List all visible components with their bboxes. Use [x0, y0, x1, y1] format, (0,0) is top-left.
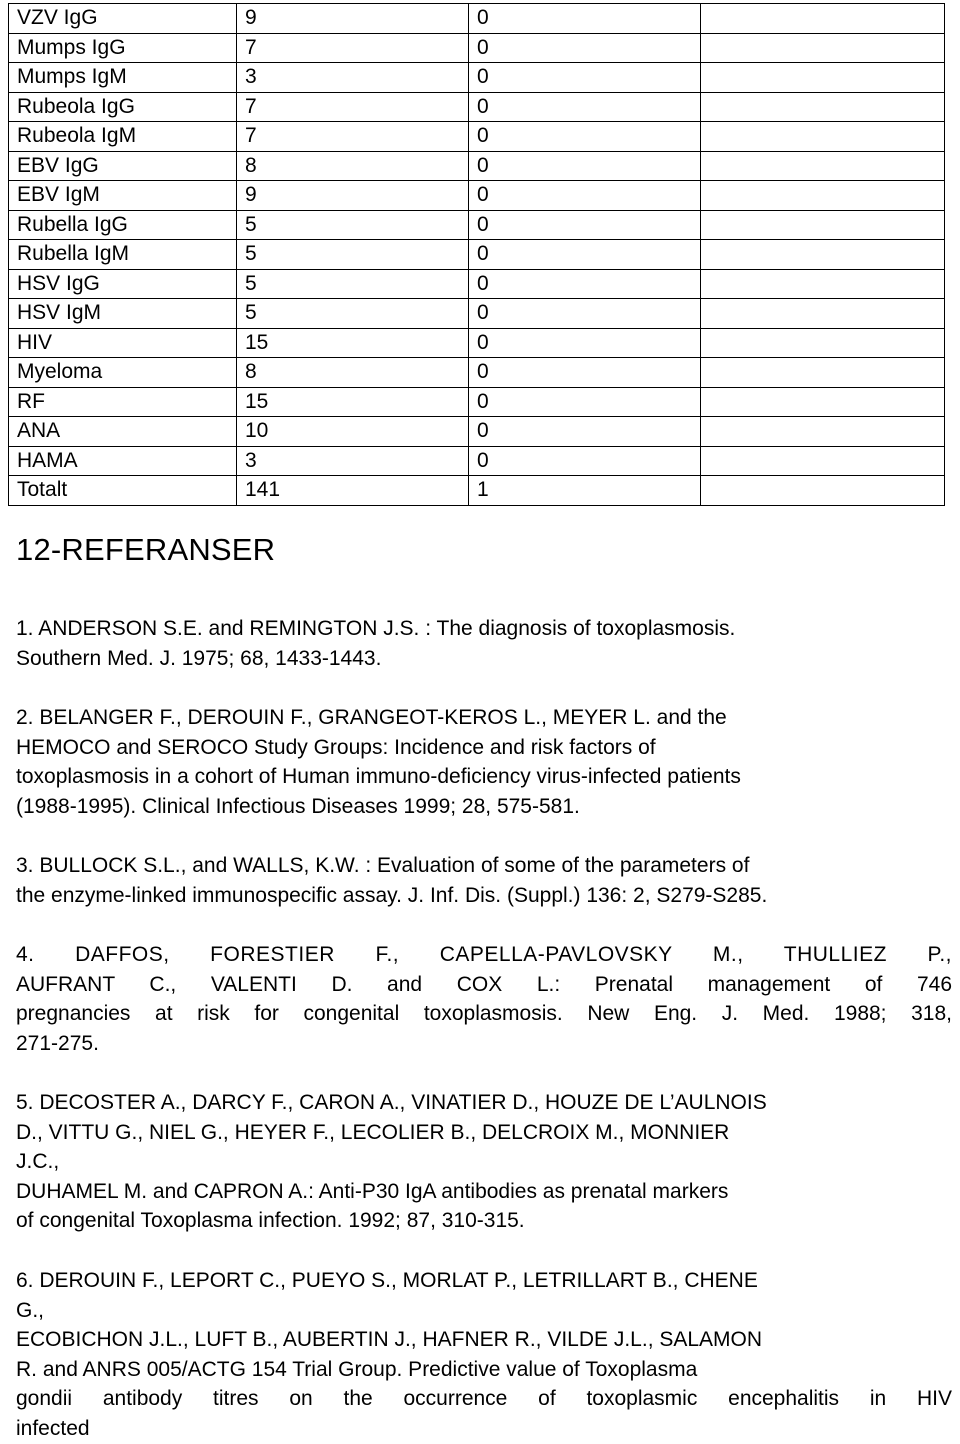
table-cell-positive: 0	[469, 240, 701, 270]
table-cell-positive: 0	[469, 63, 701, 93]
table-cell-count: 5	[237, 269, 469, 299]
reference-2-line-2: HEMOCO and SEROCO Study Groups: Incidence and risk factors of	[16, 735, 656, 759]
table-cell-positive: 0	[469, 417, 701, 447]
references-heading: 12-REFERANSER	[16, 532, 276, 567]
reference-4	[16, 940, 952, 1058]
table-cell-test: EBV IgM	[9, 181, 237, 211]
table-cell-empty	[701, 63, 945, 93]
table-cell-test: Rubeola IgM	[9, 122, 237, 152]
table-cell-test: HSV IgG	[9, 269, 237, 299]
table-row	[9, 417, 945, 447]
table-cell-empty	[701, 92, 945, 122]
table-row	[9, 92, 945, 122]
table-cell-test: EBV IgG	[9, 151, 237, 181]
reference-5-line-1: 5. DECOSTER A., DARCY F., CARON A., VINATIER D., HOUZE DE L’AULNOIS	[16, 1091, 767, 1114]
table-cell-count: 3	[237, 63, 469, 93]
table-cell-positive: 1	[469, 476, 701, 506]
table-row	[9, 387, 945, 417]
results-table-body	[9, 4, 945, 506]
table-cell-positive: 0	[469, 181, 701, 211]
reference-2-line-1: 2. BELANGER F., DEROUIN F., GRANGEOT-KEROS L., MEYER L. and the	[16, 706, 727, 729]
reference-4-line-4: 271-275.	[16, 1031, 99, 1055]
table-cell-positive: 0	[469, 387, 701, 417]
table-cell-empty	[701, 181, 945, 211]
reference-1-line-1: 1. ANDERSON S.E. and REMINGTON J.S. : The diagnosis of toxoplasmosis.	[16, 617, 736, 640]
table-cell-count: 9	[237, 4, 469, 34]
table-cell-test: VZV IgG	[9, 4, 237, 34]
table-row	[9, 63, 945, 93]
table-cell-count: 7	[237, 92, 469, 122]
table-row	[9, 122, 945, 152]
table-row	[9, 476, 945, 506]
reference-2-line-4: (1988-1995). Clinical Infectious Diseases 1999; 28, 575-581.	[16, 794, 580, 818]
table-cell-positive: 0	[469, 122, 701, 152]
reference-6-line-5: gondii antibody titres on the occurrence of toxoplasmic encephalitis in HIV	[16, 1387, 952, 1411]
table-cell-test: Rubella IgM	[9, 240, 237, 270]
reference-6	[16, 1266, 952, 1444]
table-cell-count: 10	[237, 417, 469, 447]
reference-4-line-3: pregnancies at risk for congenital toxoplasmosis. New Eng. J. Med. 1988; 318,	[16, 1002, 952, 1026]
reference-5-line-3: J.C.,	[16, 1150, 60, 1174]
table-cell-count: 15	[237, 387, 469, 417]
table-cell-positive: 0	[469, 269, 701, 299]
table-cell-test: ANA	[9, 417, 237, 447]
table-cell-positive: 0	[469, 33, 701, 63]
reference-3-line-2: the enzyme-linked immunospecific assay. J. Inf. Dis. (Suppl.) 136: 2, S279-S285.	[16, 883, 768, 907]
table-cell-empty	[701, 476, 945, 506]
table-row	[9, 210, 945, 240]
reference-5	[16, 1088, 952, 1236]
results-table	[8, 3, 945, 506]
table-cell-count: 8	[237, 358, 469, 388]
table-cell-empty	[701, 417, 945, 447]
table-cell-positive: 0	[469, 151, 701, 181]
table-cell-count: 7	[237, 33, 469, 63]
table-row	[9, 181, 945, 211]
reference-4-line-2: AUFRANT C., VALENTI D. and COX L.: Prenatal management of 746	[16, 972, 952, 996]
reference-5-line-2: D., VITTU G., NIEL G., HEYER F., LECOLIER B., DELCROIX M., MONNIER	[16, 1120, 730, 1144]
table-cell-count: 3	[237, 446, 469, 476]
table-cell-count: 141	[237, 476, 469, 506]
reference-1	[16, 614, 952, 673]
reference-2	[16, 703, 952, 821]
reference-2-line-3: toxoplasmosis in a cohort of Human immuno-deficiency virus-infected patients	[16, 765, 741, 789]
table-cell-positive: 0	[469, 446, 701, 476]
reference-6-line-4: R. and ANRS 005/ACTG 154 Trial Group. Predictive value of Toxoplasma	[16, 1357, 698, 1381]
reference-4-line-1: 4. DAFFOS, FORESTIER F., CAPELLA-PAVLOVSKY M., THULLIEZ P.,	[16, 943, 952, 966]
table-cell-test: Rubeola IgG	[9, 92, 237, 122]
table-row	[9, 33, 945, 63]
table-row	[9, 151, 945, 181]
table-cell-empty	[701, 299, 945, 329]
table-cell-empty	[701, 358, 945, 388]
reference-3-line-1: 3. BULLOCK S.L., and WALLS, K.W. : Evaluation of some of the parameters of	[16, 854, 750, 877]
table-cell-test: HSV IgM	[9, 299, 237, 329]
reference-1-line-2: Southern Med. J. 1975; 68, 1433-1443.	[16, 646, 382, 670]
table-cell-empty	[701, 210, 945, 240]
table-cell-count: 7	[237, 122, 469, 152]
table-cell-positive: 0	[469, 328, 701, 358]
table-cell-positive: 0	[469, 92, 701, 122]
table-cell-test: RF	[9, 387, 237, 417]
table-cell-count: 5	[237, 299, 469, 329]
table-cell-empty	[701, 328, 945, 358]
table-row	[9, 358, 945, 388]
table-cell-test: HAMA	[9, 446, 237, 476]
table-cell-empty	[701, 269, 945, 299]
table-cell-count: 5	[237, 240, 469, 270]
reference-5-line-5: of congenital Toxoplasma infection. 1992; 87, 310-315.	[16, 1209, 525, 1233]
reference-5-line-4: DUHAMEL M. and CAPRON A.: Anti-P30 IgA antibodies as prenatal markers	[16, 1179, 729, 1203]
table-row	[9, 4, 945, 34]
table-cell-empty	[701, 446, 945, 476]
table-cell-empty	[701, 387, 945, 417]
reference-6-line-6: infected	[16, 1416, 90, 1440]
table-cell-positive: 0	[469, 4, 701, 34]
reference-3	[16, 851, 952, 910]
table-cell-positive: 0	[469, 299, 701, 329]
table-cell-empty	[701, 151, 945, 181]
table-row	[9, 269, 945, 299]
table-cell-positive: 0	[469, 358, 701, 388]
table-cell-empty	[701, 122, 945, 152]
table-cell-count: 15	[237, 328, 469, 358]
reference-6-line-3: ECOBICHON J.L., LUFT B., AUBERTIN J., HAFNER R., VILDE J.L., SALAMON	[16, 1328, 763, 1352]
table-cell-empty	[701, 4, 945, 34]
table-cell-empty	[701, 240, 945, 270]
table-cell-test: Mumps IgG	[9, 33, 237, 63]
table-row	[9, 240, 945, 270]
table-cell-test: Myeloma	[9, 358, 237, 388]
table-cell-test: Totalt	[9, 476, 237, 506]
table-row	[9, 328, 945, 358]
table-cell-test: HIV	[9, 328, 237, 358]
table-cell-test: Mumps IgM	[9, 63, 237, 93]
table-row	[9, 299, 945, 329]
table-cell-count: 9	[237, 181, 469, 211]
table-cell-empty	[701, 33, 945, 63]
table-cell-count: 8	[237, 151, 469, 181]
table-row	[9, 446, 945, 476]
table-cell-test: Rubella IgG	[9, 210, 237, 240]
table-cell-positive: 0	[469, 210, 701, 240]
table-cell-count: 5	[237, 210, 469, 240]
reference-6-line-2: G.,	[16, 1298, 45, 1322]
reference-6-line-1: 6. DEROUIN F., LEPORT C., PUEYO S., MORLAT P., LETRILLART B., CHENE	[16, 1269, 758, 1292]
